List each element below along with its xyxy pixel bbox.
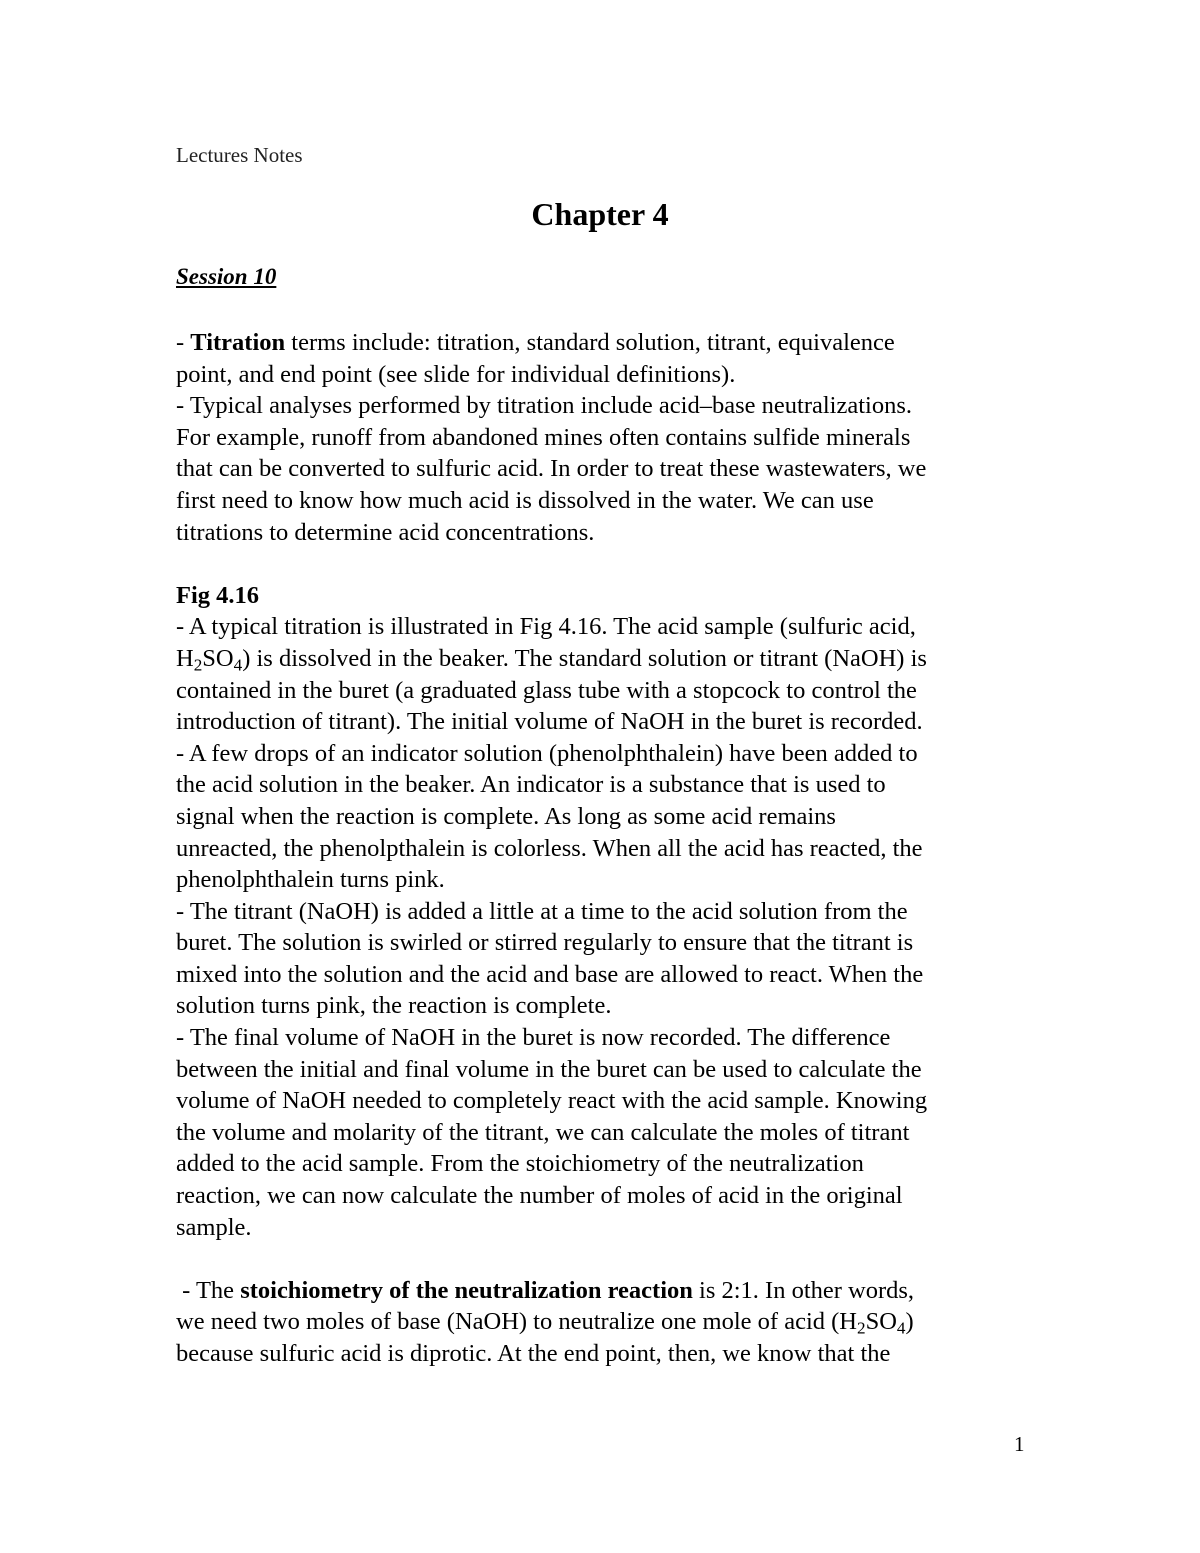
text-line bbox=[176, 1306, 1056, 1338]
text-line: contained in the buret (a graduated glass tube with a stopcock to control the bbox=[176, 676, 917, 704]
text-line: first need to know how much acid is dissolved in the water. We can use bbox=[176, 486, 874, 514]
bold-term: stoichiometry of the neutralization reaction bbox=[240, 1276, 693, 1304]
paragraph-gap bbox=[176, 548, 1056, 580]
text-run: is 2:1. In other words, bbox=[692, 1276, 915, 1304]
text-run: ) bbox=[905, 1308, 914, 1336]
text-line: signal when the reaction is complete. As long as some acid remains bbox=[176, 802, 836, 830]
text-line bbox=[176, 327, 1056, 359]
text-line: because sulfuric acid is diprotic. At the end point, then, we know that the bbox=[176, 1340, 891, 1367]
text-line: titrations to determine acid concentrations. bbox=[176, 518, 595, 546]
text-line: - The final volume of NaOH in the buret is now recorded. The difference bbox=[176, 1024, 891, 1052]
page-number: 1 bbox=[1014, 1432, 1025, 1456]
text-line: phenolphthalein turns pink. bbox=[176, 866, 445, 894]
subscript: 2 bbox=[193, 655, 203, 675]
text-line: point, and end point (see slide for individual definitions). bbox=[176, 360, 736, 388]
titration-terms-paragraph bbox=[176, 327, 1056, 548]
text-line: between the initial and final volume in the buret can be used to calculate the bbox=[176, 1055, 922, 1083]
text-line: solution turns pink, the reaction is complete. bbox=[176, 992, 612, 1020]
text-run: H bbox=[176, 644, 194, 672]
text-line: the volume and molarity of the titrant, we can calculate the moles of titrant bbox=[176, 1118, 910, 1146]
text-line: introduction of titrant). The initial volume of NaOH in the buret is recorded. bbox=[176, 708, 923, 736]
text-run: - The bbox=[176, 1276, 241, 1304]
text-line: - A typical titration is illustrated in Fig 4.16. The acid sample (sulfuric acid, bbox=[176, 613, 916, 641]
fig-heading: Fig 4.16 bbox=[176, 581, 260, 609]
text-line: For example, runoff from abandoned mines often contains sulfide minerals bbox=[176, 423, 911, 451]
stoichiometry-paragraph bbox=[176, 1275, 1056, 1370]
text-run: - bbox=[176, 329, 191, 356]
body-text bbox=[176, 327, 1056, 1370]
subscript: 2 bbox=[857, 1318, 866, 1338]
text-line bbox=[176, 1275, 1056, 1307]
header-note: Lectures Notes bbox=[176, 143, 303, 167]
bold-term: Titration bbox=[190, 329, 286, 356]
titration-procedure-paragraph bbox=[176, 611, 1056, 1243]
text-line: that can be converted to sulfuric acid. In order to treat these wastewaters, we bbox=[176, 455, 927, 483]
session-title: Session 10 bbox=[176, 264, 277, 289]
text-run: SO bbox=[865, 1308, 897, 1336]
text-line: - The titrant (NaOH) is added a little at a time to the acid solution from the bbox=[176, 897, 908, 925]
text-line: mixed into the solution and the acid and base are allowed to react. When the bbox=[176, 960, 924, 988]
subscript: 4 bbox=[896, 1318, 906, 1338]
text-line bbox=[176, 643, 1056, 675]
text-run: terms include: titration, standard solution, titrant, equivalence bbox=[285, 329, 895, 356]
text-line: added to the acid sample. From the stoichiometry of the neutralization bbox=[176, 1150, 864, 1178]
chapter-title: Chapter 4 bbox=[531, 196, 669, 232]
text-run: ) is dissolved in the beaker. The standard solution or titrant (NaOH) is bbox=[242, 644, 927, 672]
text-line: unreacted, the phenolpthalein is colorless. When all the acid has reacted, the bbox=[176, 834, 923, 862]
text-run: SO bbox=[202, 644, 234, 672]
text-line: - A few drops of an indicator solution (phenolphthalein) have been added to bbox=[176, 739, 918, 767]
text-line: - Typical analyses performed by titration include acid–base neutralizations. bbox=[176, 392, 912, 420]
subscript: 4 bbox=[233, 655, 243, 675]
text-line: sample. bbox=[176, 1213, 252, 1241]
text-line: buret. The solution is swirled or stirred regularly to ensure that the titrant is bbox=[176, 929, 914, 957]
text-line: reaction, we can now calculate the number of moles of acid in the original bbox=[176, 1182, 903, 1210]
text-run: we need two moles of base (NaOH) to neutralize one mole of acid (H bbox=[176, 1308, 857, 1336]
paragraph-gap bbox=[176, 1243, 1056, 1275]
text-line: volume of NaOH needed to completely react with the acid sample. Knowing bbox=[176, 1087, 928, 1115]
text-line: the acid solution in the beaker. An indicator is a substance that is used to bbox=[176, 771, 886, 799]
